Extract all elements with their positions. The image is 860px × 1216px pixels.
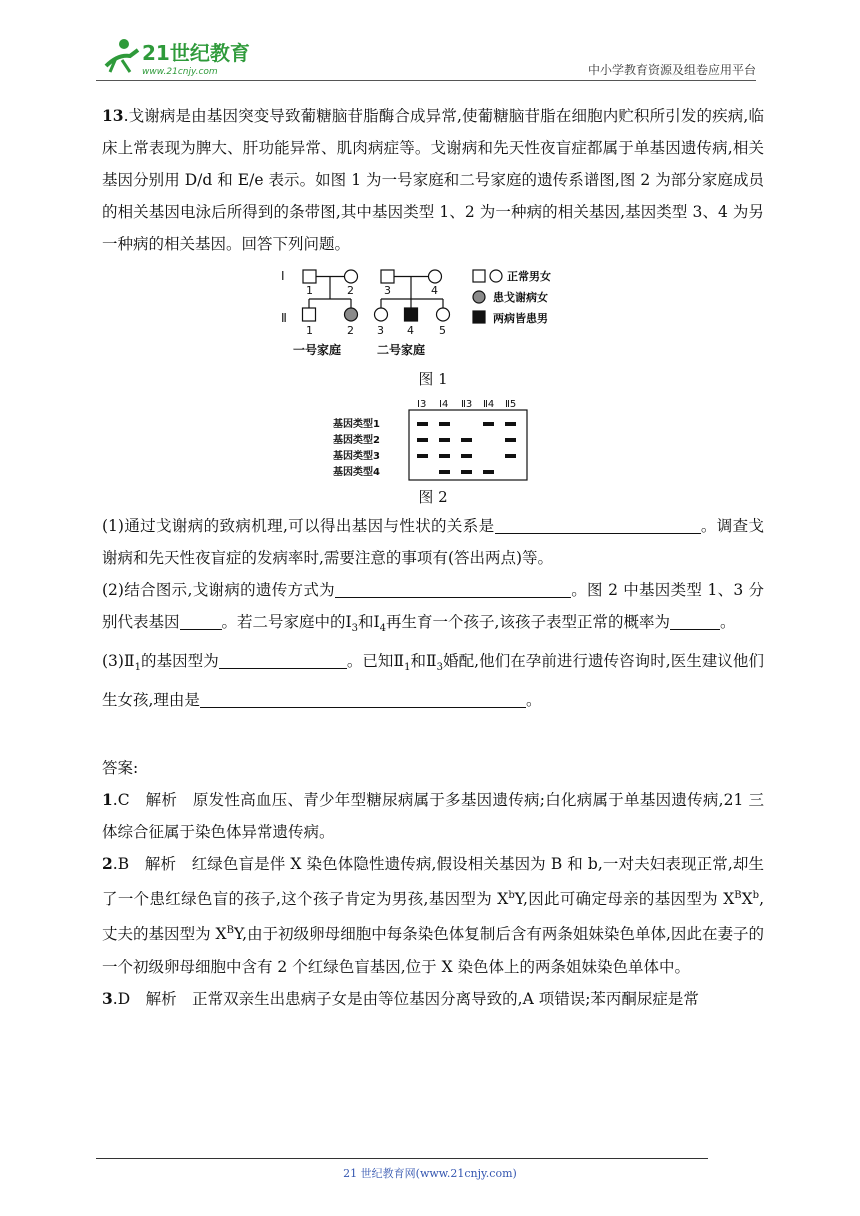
answer-2-sup-3: b (752, 890, 760, 902)
label-I3: 3 (384, 284, 391, 297)
answer-2-sup-4: B (226, 925, 234, 937)
answer-2-text-5: Y,由于初级卵母细胞中每条染色体复制后含有两条姐妹染色单体,因此在妻子的一个初级卵母细胞中含有 2 个红绿色盲基因,位于 X 染色体上的两条姐妹染色单体中。 (102, 925, 764, 976)
footer-text: 21 世纪教育网(www.21cnjy.com) (343, 1167, 517, 1180)
pedigree-II5-female (437, 308, 450, 321)
sub2-text-f: 。 (719, 613, 736, 631)
gel-band (439, 470, 450, 474)
figure-1-caption: 图 1 (418, 370, 448, 388)
subquestion-3 (102, 645, 764, 716)
label-II1: 1 (306, 324, 313, 337)
sub3-text-c: 。已知Ⅱ (346, 652, 405, 671)
label-I1: 1 (306, 284, 313, 297)
legend-affected-female-label: 患戈谢病女 (493, 291, 548, 304)
answer-1 (102, 784, 764, 848)
header-platform-text: 中小学教育资源及组卷应用平台 (587, 63, 756, 77)
sub3-text-d: 和Ⅱ (410, 652, 437, 671)
question-number: 13 (102, 106, 124, 125)
gel-band (439, 422, 450, 426)
legend-normal-label: 正常男女 (507, 270, 551, 283)
sub3-text-f: 。 (525, 691, 542, 710)
legend-affected-female-icon (473, 291, 485, 303)
gel-column-label: Ⅱ5 (505, 399, 517, 410)
gel-column-label: Ⅱ4 (483, 399, 495, 410)
answer-2-text-4: ,丈夫的基因型为 X (102, 890, 764, 944)
gel-row-label: 基因类型1 (333, 419, 380, 430)
question-stem-text: .戈谢病是由基因突变导致葡糖脑苷脂酶合成异常,使葡糖脑苷脂在细胞内贮积所引发的疾病,临床上常表现为脾大、肝功能异常、肌肉病症等。戈谢病和先天性夜盲症都属于单基因遗传病,相关基因分别用 D/d 和 E/e 表示。如图 1 为一号家庭和二号家庭的遗传系谱图,图 2 为部分家庭成员的相关基因电泳后所得到的条带图,其中基因类型 1、2 为一种病的相关基因,基因类型 3、4 为另一种病的相关基因。回答下列问题。 (102, 107, 764, 253)
answer-blank-5[interactable] (219, 650, 347, 669)
sub3-sub-3: 3 (436, 662, 444, 674)
answer-2-text-1: .B 解析 红绿色盲是伴 X 染色体隐性遗传病,假设相关基因为 B 和 b,一对夫妇表现正常,却生了一个患红绿色盲的孩子,这个孩子肯定为男孩,基因型为 X (102, 855, 764, 909)
answer-blank-3[interactable] (180, 611, 222, 630)
gel-column-label: Ⅰ4 (439, 399, 449, 410)
answer-3 (102, 983, 764, 1015)
pedigree-II1-male (303, 308, 316, 321)
sub1-text-b: 。调查戈谢病和先天性夜盲症的发病率时,需要注意的事项有 (102, 517, 764, 567)
gel-band (461, 438, 472, 442)
sub2-text-e: 再生育一个孩子,该孩子表型正常的概率为 (386, 613, 670, 631)
answer-2-number: 2 (102, 854, 113, 874)
gel-band (483, 422, 494, 426)
family1-label: 一号家庭 (293, 343, 342, 357)
sub3-text-a: (3)Ⅱ (102, 652, 135, 671)
legend-both-male-icon (473, 311, 485, 323)
gel-band (461, 470, 472, 474)
sub3-text-e: 婚配,他们在孕前进行遗传咨询时,医生建议他们生女孩,理由是 (102, 652, 764, 710)
answer-blank-4[interactable] (670, 611, 720, 630)
sub1-text-a: (1)通过戈谢病的致病机理,可以得出基因与性状的关系是 (102, 517, 495, 535)
generation-I-label: Ⅰ (281, 269, 285, 283)
page-content (102, 100, 764, 1015)
sub3-sub-1b: 1 (404, 662, 411, 674)
footer-divider (96, 1158, 708, 1159)
answer-blank-2[interactable] (335, 579, 571, 598)
sub1-text-c: (答出两点)等。 (447, 549, 554, 567)
gel-band (505, 438, 516, 442)
gel-band (483, 470, 494, 474)
answer-2-text-3: X (741, 890, 753, 909)
gel-band (417, 454, 428, 458)
figure-2-caption: 图 2 (418, 488, 448, 506)
gel-column-label: Ⅱ3 (461, 399, 473, 410)
sub2-sub-3: 3 (351, 623, 359, 635)
gel-row-label: 基因类型2 (333, 435, 380, 446)
sub3-text-b: 的基因型为 (140, 652, 219, 671)
gel-band (505, 454, 516, 458)
answer-1-number: 1 (102, 790, 113, 810)
answer-1-text: .C 解析 原发性高血压、青少年型糖尿病属于多基因遗传病;白化病属于单基因遗传病,21 三体综合征属于染色体异常遗传病。 (102, 791, 764, 842)
pedigree-I2-female (345, 270, 358, 283)
sub2-text-d: 和Ⅰ (358, 613, 380, 631)
label-II3: 3 (377, 324, 384, 337)
gel-row-label: 基因类型4 (333, 467, 380, 478)
site-logo (96, 36, 256, 80)
subquestion-2 (102, 574, 764, 645)
logo-text: 21世纪教育 (142, 41, 250, 65)
figure-1 (283, 266, 583, 362)
pedigree-II3-female (375, 308, 388, 321)
sub2-sub-4: 4 (379, 623, 387, 635)
label-II2: 2 (347, 324, 354, 337)
question-stem (102, 100, 764, 260)
legend-normal-female-icon (490, 270, 502, 282)
sub3-sub-1: 1 (134, 662, 141, 674)
answer-2-sup-2: B (734, 890, 742, 902)
generation-II-label: Ⅱ (281, 311, 287, 325)
answer-blank-1[interactable] (495, 515, 701, 534)
label-I4: 4 (431, 284, 438, 297)
gel-band (439, 438, 450, 442)
answer-3-number: 3 (102, 988, 113, 1008)
gel-column-label: Ⅰ3 (417, 399, 427, 410)
answer-2-text-2: Y,因此可确定母亲的基因型为 X (514, 890, 735, 909)
answer-2 (102, 848, 764, 982)
gel-band (417, 438, 428, 442)
sub2-text-b: 。图 2 中基因类型 1、3 分别代表基因 (102, 581, 765, 631)
answer-blank-6[interactable] (200, 689, 526, 708)
legend-normal-male-icon (473, 270, 485, 282)
label-II5: 5 (439, 324, 446, 337)
family2-label: 二号家庭 (377, 343, 426, 357)
answer-2-sup-1: b (508, 890, 515, 902)
gel-band (461, 454, 472, 458)
pedigree-II4-affected-male (405, 308, 418, 321)
gel-row-label: 基因类型3 (333, 451, 380, 462)
gel-band (439, 454, 450, 458)
logo-url: www.21cnjy.com (142, 67, 218, 77)
pedigree-I1-male (303, 270, 316, 283)
pedigree-I4-female (429, 270, 442, 283)
pedigree-II2-affected-female (345, 308, 358, 321)
subquestion-1 (102, 510, 764, 574)
sub2-text-a: (2)结合图示,戈谢病的遗传方式为 (102, 581, 335, 599)
pedigree-I3-male (381, 270, 394, 283)
figure-2 (333, 396, 533, 484)
gel-frame (409, 410, 527, 480)
legend-both-male-label: 两病皆患男 (493, 312, 548, 325)
label-I2: 2 (347, 284, 354, 297)
label-II4: 4 (407, 324, 414, 337)
sub2-text-c: 。若二号家庭中的Ⅰ (221, 613, 352, 631)
answers-title: 答案: (102, 759, 139, 778)
gel-band (505, 422, 516, 426)
gel-band (417, 422, 428, 426)
header-divider (96, 80, 756, 81)
answer-3-text: .D 解析 正常双亲生出患病子女是由等位基因分离导致的,A 项错误;苯丙酮尿症是常 (112, 989, 699, 1008)
